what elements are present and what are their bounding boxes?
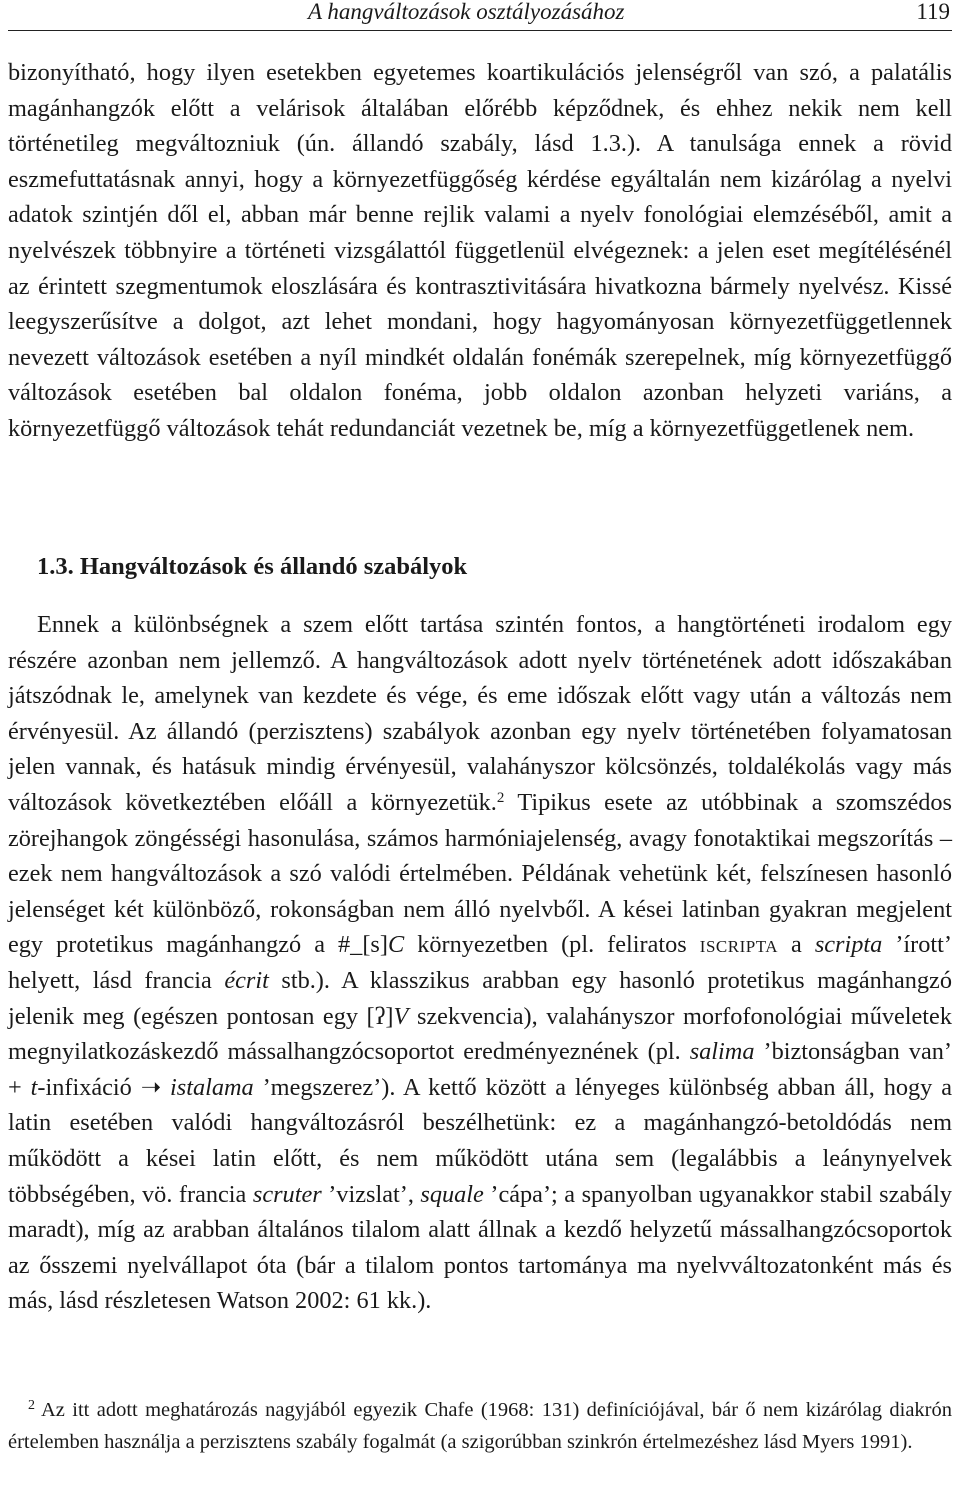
chapter-title: A hangváltozások osztályozásához xyxy=(308,0,625,24)
text-run: ’írott’ helyett, lásd francia xyxy=(8,931,952,994)
paragraph-2 xyxy=(8,607,952,1319)
footnote-text xyxy=(8,1394,952,1458)
french-form: écrit xyxy=(224,966,269,994)
paragraph-1 xyxy=(8,55,952,447)
footnote-number: 2 xyxy=(28,1398,35,1413)
text-run: a xyxy=(778,931,815,959)
section-heading xyxy=(37,553,467,581)
paragraph-1-text: bizonyítható, hogy ilyen esetekben egyetemes koartikulációs jelenségről van szó, a palatális magánhangzók előtt a velárisok általában előrébb képződnek, és ehhez nekik nem kell történetileg megváltozniuk (ún. állandó szabály, lásd 1.3.). A tanulsága ennek a rövid eszmefuttatásnak annyi, hogy a környezetfüggőség kérdése egyáltalán nem kizárólag a nyelvi adatok szintjén dől el, abban már benne rejlik valami a nyelv fonológiai elemzéséből, amit a nyelvészek többnyire a történeti vizsgálattól függetlenül elvégeznek: a jelen eset megítélésénél az érintett szegmentumok eloszlására és kontrasztivitására hivatkozna bármely nyelvész. Kissé leegyszerűsítve a dolgot, azt lehet mondani, hogy hagyományosan környezetfüggetlennek nevezett változások esetében a nyíl mindkét oldalán fonémák szerepelnek, míg környezetfüggő változások esetében bal oldalon fonéma, jobb oldalon azonban helyzeti variáns, a környezetfüggő változások tehát redundanciát vezetnek be, míg a környezetfüggetlenek nem. xyxy=(8,59,952,442)
text-run: Tipikus esete az utóbbinak a szomszédos zörejhangok zöngésségi hasonulása, számos harmóniajelenség, avagy fonotaktikai megszorítás – ezek nem hangváltozások a szó valódi értelmében. Példának vehetünk két, felszínesen hasonló jelenséget két különböző, rokonságban nem álló nyelvből. A kései latinban gyakran megjelent egy protetikus magánhangzó a #_[s] xyxy=(8,788,952,959)
vowel-symbol: V xyxy=(393,1002,409,1030)
text-run: Ennek a különbségnek a szem előtt tartása szintén fontos, a hangtörténeti irodalom egy részére azonban nem jellemző. A hangváltozások adott nyelv történetének adott időszakában játszódnak le, amelynek van kezdete és vége, és eme időszak előtt vagy után a változás nem érvényesül. Az állandó (perzisztens) szabályok azonban egy nyelv történetében folyamatosan jelen vannak, és hatásuk mindig érvényesül, valahányszor kölcsönzés, toldalékolás vagy más változások következtében előáll a környezetük. xyxy=(8,611,952,816)
text-run: ’cápa’; a spanyolban ugyanakkor stabil szabály maradt), míg az arabban általános tilalom alatt állnak a kezdő helyzetű mássalhangzócsoportok az ősszemi nyelvállapot óta (bár a tilalom pontos tartománya ma nyelvváltozatonként más és más, lásd részletesen Watson 2002: 61 kk.). xyxy=(8,1180,952,1315)
french-form: scruter xyxy=(252,1180,322,1208)
arrow-icon: ➝ xyxy=(140,1073,162,1101)
arabic-form: salima xyxy=(689,1038,755,1066)
text-run: stb.). A klasszikus arabban egy hasonló protetikus magánhangzó jelenik meg (egészen pontosan egy [ʔ] xyxy=(8,966,952,1030)
inscription-form: iscripta xyxy=(699,931,778,959)
text-run xyxy=(161,1074,170,1101)
section-title: Hangváltozások és állandó szabályok xyxy=(79,553,468,580)
infix-symbol: t xyxy=(30,1073,38,1101)
text-run: ’vizslat’, xyxy=(321,1180,421,1208)
french-form: squale xyxy=(420,1180,484,1208)
text-run: ’biztonságban van’ + xyxy=(8,1038,952,1101)
footnote xyxy=(8,1394,952,1458)
footnote-body: Az itt adott meghatározás nagyjából egyezik Chafe (1968: 131) definíciójával, bár ő nem kizárólag diakrón értelemben használja a perzisztens szabály fogalmát (a szigorúbban szinkrón értelmezéshez lásd Myers 1991). xyxy=(8,1399,952,1453)
text-run: ’megszerez’). A kettő között a lényeges különbség abban áll, hogy a latin esetében valódi hangváltozásról beszélhetünk: ez a magánhangzó-betoldódás nem működött a kései latin előtt, és nem működött utána sem (legalábbis a leánynyelvek többségében, vö. francia xyxy=(8,1073,952,1208)
text-run: környezetben (pl. feliratos xyxy=(404,931,700,959)
text-run: szekvencia), valahányszor morfofonológiai műveletek megnyilatkozáskezdő mássalhangzócsoportot eredményeznének (pl. xyxy=(8,1002,952,1066)
running-head xyxy=(8,0,952,31)
section-number: 1.3. xyxy=(37,553,74,580)
paragraph-2-text xyxy=(8,607,952,1319)
page-number: 119 xyxy=(916,0,950,24)
arabic-form: istalama xyxy=(169,1073,254,1101)
footnote-reference: 2 xyxy=(496,789,505,806)
consonant-symbol: C xyxy=(387,931,405,959)
text-run: -infixáció xyxy=(37,1073,141,1101)
latin-form: scripta xyxy=(814,931,883,959)
